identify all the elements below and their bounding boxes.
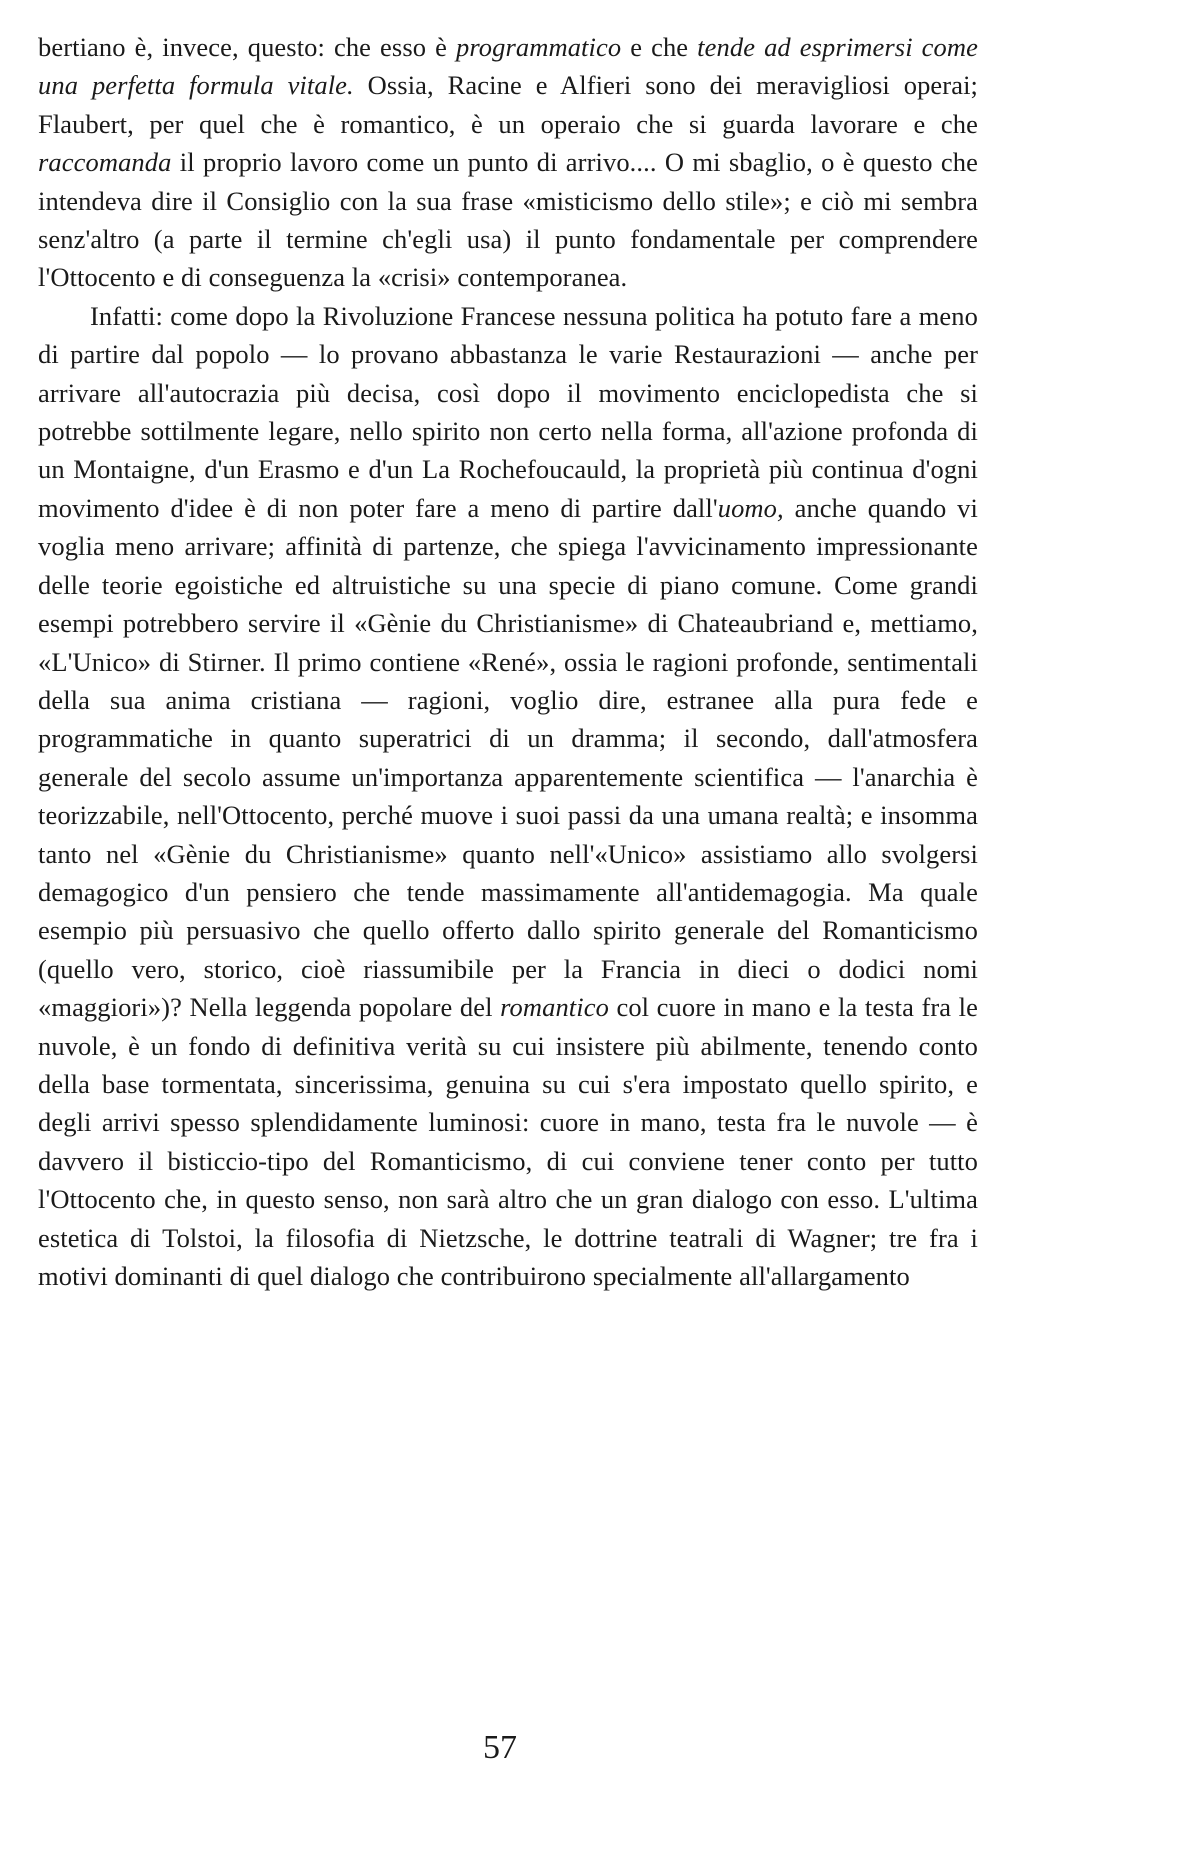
text-run: bertiano è, invece, questo: che esso è (38, 32, 456, 62)
text-run: Infatti: come dopo la Rivoluzione Francese nessuna politica ha potuto fare a meno di partire dal popolo — lo provano abbastanza le varie Restaurazioni — anche per arrivare all'autocrazia più decisa, così dopo il movimento enciclopedista che si potrebbe sottilmente legare, nello spirito non certo nella forma, all'azione profonda di un Montaigne, d'un Erasmo e d'un La Rochefoucauld, la proprietà più continua d'ogni movimento d'idee è di non poter fare a meno di partire dall' (38, 300, 978, 523)
italic-text-run: romantico (500, 992, 609, 1023)
text-run: e che (621, 32, 698, 62)
text-run: il proprio lavoro come un punto di arrivo.... O mi sbaglio, o è questo che intendeva dire il Consiglio con la sua frase «misticismo dello stile»; e ciò mi sembra senz'altro (a parte il termine ch'egli usa) il punto fondamentale per comprendere l'Ottocento e di conseguenza la «crisi» contemporanea. (38, 147, 978, 293)
text-run: Ossia, Racine e Alfieri sono dei meravigliosi operai; Flaubert, per quel che è romantico, è un operaio che si guarda lavorare e che (38, 70, 978, 139)
italic-text-run: tende ad esprimersi come una perfetta formula vitale. (38, 32, 978, 101)
italic-text-run: raccomanda (38, 147, 172, 178)
text-run: col cuore in mano e la testa fra le nuvole, è un fondo di definitiva verità su cui insistere più abilmente, tenendo conto della base tormentata, sincerissima, genuina su cui s'era impostato quello spirito, e degli arrivi spesso splendidamente luminosi: cuore in mano, testa fra le nuvole — è davvero il bisticcio-tipo del Romanticismo, di cui conviene tener conto per tutto l'Ottocento che, in questo senso, non sarà altro che un gran dialogo con esso. L'ultima estetica di Tolstoi, la filosofia di Nietzsche, le dottrine teatrali di Wagner; tre fra i motivi dominanti di quel dialogo che contribuirono specialmente all'allargamento (38, 992, 978, 1291)
paragraph-1 (38, 28, 978, 297)
paragraph-2 (38, 297, 978, 1296)
page-body (38, 28, 978, 1295)
italic-text-run: programmatico (455, 32, 622, 62)
italic-text-run: uomo, (717, 492, 784, 523)
page-number: 57 (483, 1729, 517, 1766)
text-run: anche quando vi voglia meno arrivare; affinità di partenze, che spiega l'avvicinamento impressionante delle teorie egoistiche ed altruistiche su una specie di piano comune. Come grandi esempi potrebbero servire il «Gènie du Christianisme» di Chateaubriand e, mettiamo, «L'Unico» di Stirner. Il primo contiene «René», ossia le ragioni profonde, sentimentali della sua anima cristiana — ragioni, voglio dire, estranee alla pura fede e programmatiche in quanto superatrici di un dramma; il secondo, dall'atmosfera generale del secolo assume un'importanza apparentemente scientifica — l'anarchia è teorizzabile, nell'Ottocento, perché muove i suoi passi da una umana realtà; e insomma tanto nel «Gènie du Christianisme» quanto nell'«Unico» assistiamo allo svolgersi demagogico d'un pensiero che tende massimamente all'antidemagogia. Ma quale esempio più persuasivo che quello offerto dallo spirito generale del Romanticismo (quello vero, storico, cioè riassumibile per la Francia in dieci o dodici nomi «maggiori»)? Nella leggenda popolare del (38, 492, 978, 1023)
